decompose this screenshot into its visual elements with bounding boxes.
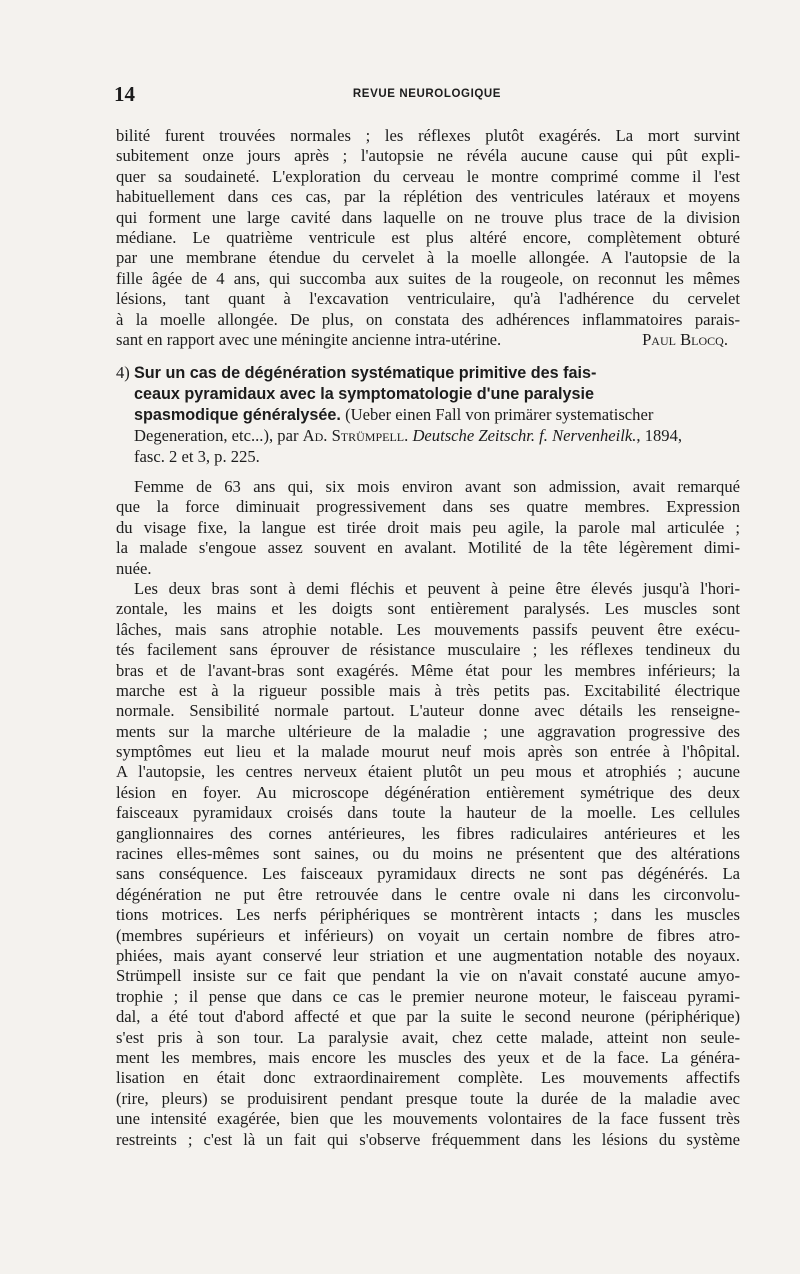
text-line: lésion en foyer. Au microscope dégénération entièrement symétrique des deux xyxy=(116,782,740,802)
text-line: dal, a été tout d'abord affecté et que par la suite le second neurone (périphérique) xyxy=(116,1007,740,1027)
text-line: ganglionnaires des cornes antérieures, les fibres radiculaires antérieures et les xyxy=(116,823,740,843)
text-line: trophie ; il pense que dans ce cas le premier neurone moteur, le faisceau pyrami- xyxy=(116,986,740,1006)
text-line: racines elles-mêmes sont saines, ou du moins ne présentent que des altérations xyxy=(116,844,740,864)
text-line: (rire, pleurs) se produisirent pendant presque toute la durée de la maladie avec xyxy=(116,1088,740,1108)
text-line: (membres supérieurs et inférieurs) on voyait un certain nombre de fibres atro- xyxy=(116,925,740,945)
heading-line xyxy=(116,425,740,446)
text-line: quer sa soudaineté. L'exploration du cerveau le montre comprimé comme il l'est xyxy=(116,166,740,186)
text-line: ment les membres, mais encore les muscles des yeux et de la face. La généra- xyxy=(116,1047,740,1067)
text-line: lâches, mais sans atrophie notable. Les mouvements passifs peuvent être exécu- xyxy=(116,619,740,639)
reference-text: (Ueber einen Fall von primärer systematischer xyxy=(340,405,654,424)
heading-line xyxy=(116,383,740,404)
text-line: que la force diminuait progressivement dans ses quatre membres. Expression xyxy=(116,497,740,517)
text-line: la malade s'engoue assez souvent en avalant. Motilité de la tête légèrement dimi- xyxy=(116,538,740,558)
review-body-text xyxy=(116,477,740,1150)
text-line: Femme de 63 ans qui, six mois environ avant son admission, avait remarqué xyxy=(134,477,740,496)
text-line: à la moelle allongée. De plus, on constata des adhérences inflammatoires parais- xyxy=(116,309,740,329)
article-title: ceaux pyramidaux avec la symptomatologie d'une paralysie xyxy=(134,385,594,403)
author-signature: Paul Blocq. xyxy=(642,329,728,349)
text-line: médiane. Le quatrième ventricule est plus altéré encore, complètement obturé xyxy=(116,227,740,247)
text-line: s'est pris à son tour. La paralysie avait, chez cette malade, atteint non seule- xyxy=(116,1027,740,1047)
heading-line xyxy=(116,404,740,425)
text-line: ments sur la marche ultérieure de la maladie ; une aggravation progressive des xyxy=(116,721,740,741)
text-line: subitement onze jours après ; l'autopsie ne révéla aucune cause qui pût expli- xyxy=(116,146,740,166)
text-line: qui forment une large cavité dans laquelle on ne trouve plus trace de la division xyxy=(116,207,740,227)
text-line: sans conséquence. Les faisceaux pyramidaux directs ne sont pas dégénérés. La xyxy=(116,864,740,884)
running-head: REVUE NEUROLOGIQUE xyxy=(352,88,502,100)
text-line: zontale, les mains et les doigts sont entièrement paralysés. Les muscles sont xyxy=(116,599,740,619)
text-line: tions motrices. Les nerfs périphériques se montrèrent intacts ; dans les muscles xyxy=(116,905,740,925)
text-line: bras et de l'avant-bras sont exagérés. Même état pour les membres inférieurs; la xyxy=(116,660,740,680)
text-line: tés facilement sans éprouver de résistance musculaire ; les réflexes tendineux du xyxy=(116,640,740,660)
reference-text: fasc. 2 et 3, p. 225. xyxy=(134,447,260,466)
article-title: spasmodique généralysée. xyxy=(134,406,341,424)
article-title: Sur un cas de dégénération systématique primitive des fais- xyxy=(133,364,597,382)
text-line: fille âgée de 4 ans, qui succomba aux suites de la rougeole, on reconnut les mêmes xyxy=(116,268,740,288)
page-number: 14 xyxy=(114,82,135,106)
text-line: symptômes eut lieu et la malade mourut neuf mois après son entrée à l'hôpital. xyxy=(116,742,740,762)
text-line: faisceaux pyramidaux croisés dans toute la hauteur de la moelle. Les cellules xyxy=(116,803,740,823)
text-line: habituellement dans ces cas, par la réplétion des ventricules latéraux et moyens xyxy=(116,187,740,207)
heading-line xyxy=(116,446,740,467)
text-line: une intensité exagérée, bien que les mouvements volontaires de la face fussent très xyxy=(116,1109,740,1129)
text-line: bilité furent trouvées normales ; les réflexes plutôt exagérés. La mort survint xyxy=(116,126,740,145)
text-line: phiées, mais ayant conservé leur striation et une augmentation notable des noyaux. xyxy=(116,945,740,965)
heading-line xyxy=(116,362,740,383)
text-line: Strümpell insiste sur ce fait que pendant la vie on n'avait constaté aucune amyo- xyxy=(116,966,740,986)
review-item-heading xyxy=(116,362,740,467)
text-line: restreints ; c'est là un fait qui s'observe fréquemment dans les lésions du système xyxy=(116,1129,740,1149)
text-line: A l'autopsie, les centres nerveux étaient plutôt un peu mous et atrophiés ; aucune xyxy=(116,762,740,782)
page-header xyxy=(114,82,740,108)
closing-line xyxy=(116,330,740,350)
text-line: du visage fixe, la langue est tirée droit mais peu agile, la parole mal articulée ; xyxy=(116,517,740,537)
item-number: 4) xyxy=(116,363,130,382)
text-line: sant en rapport avec une méningite ancienne intra-utérine. xyxy=(116,329,502,349)
text-line: lésions, tant quant à l'excavation ventriculaire, qu'à l'adhérence du cervelet xyxy=(116,289,740,309)
text-line: normale. Sensibilité normale partout. L'auteur donne avec détails les renseigne- xyxy=(116,701,740,721)
journal-name: Deutsche Zeitschr. f. Nervenheilk. xyxy=(408,426,637,445)
text-line: dégénération ne put être retrouvée dans le centre ovale ni dans les circonvolu- xyxy=(116,884,740,904)
reference-text: Degeneration, etc...), par xyxy=(134,426,303,445)
author-name: Ad. Strümpell. xyxy=(302,426,409,445)
previous-review-text xyxy=(116,126,740,350)
text-line: Les deux bras sont à demi fléchis et peuvent à peine être élevés jusqu'à l'hori- xyxy=(134,578,740,598)
text-line: lisation en était donc extraordinairement complète. Les mouvements affectifs xyxy=(116,1068,740,1088)
text-line: marche est à la rigueur possible mais à très petits pas. Excitabilité électrique xyxy=(116,680,740,700)
text-line: par une membrane étendue du cervelet à la moelle allongée. A l'autopsie de la xyxy=(116,248,740,268)
reference-text: , 1894, xyxy=(636,426,683,445)
text-line: nuée. xyxy=(116,558,152,578)
